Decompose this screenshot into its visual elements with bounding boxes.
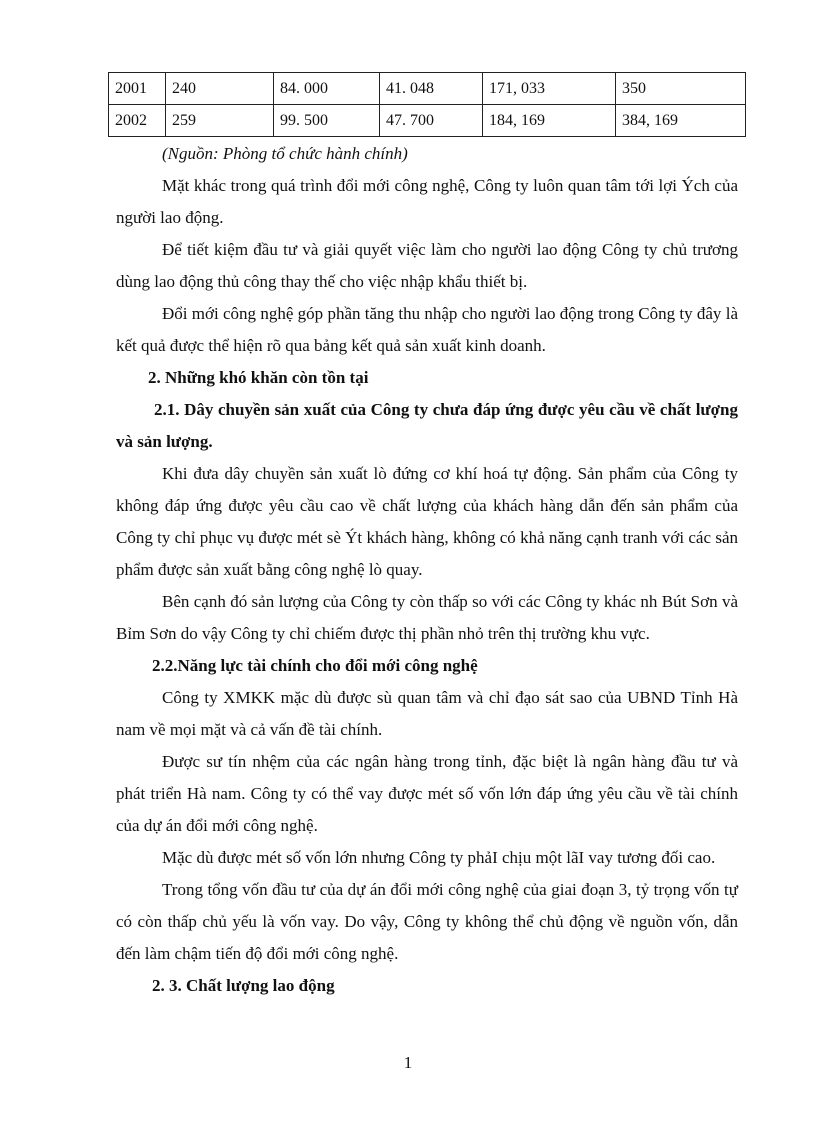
table-row — [109, 73, 746, 105]
table-cell: 240 — [166, 73, 274, 105]
table-cell: 259 — [166, 105, 274, 137]
paragraph: Để tiết kiệm đầu tư và giải quyết việc làm cho người lao động Công ty chủ trương dùng lao động thủ công thay thế cho việc nhập khẩu thiết bị. — [116, 240, 738, 291]
table-source-note: (Nguồn: Phòng tổ chức hành chính) — [162, 144, 408, 163]
paragraph: Đổi mới công nghệ góp phần tăng thu nhập cho người lao động trong Công ty đây là kết quả được thể hiện rõ qua bảng kết quả sản xuất kinh doanh. — [116, 304, 738, 355]
paragraph: Bên cạnh đó sản lượng của Công ty còn thấp so với các Công ty khác nh Bút Sơn và Bỉm Sơn do vậy Công ty chỉ chiếm được thị phần nhỏ trên thị trường khu vực. — [116, 592, 738, 643]
table-cell: 84. 000 — [274, 73, 380, 105]
paragraph: Công ty XMKK mặc dù được sù quan tâm và chỉ đạo sát sao của UBND Tỉnh Hà nam về mọi mặt và cả vấn đề tài chính. — [116, 688, 738, 739]
paragraph: Trong tổng vốn đầu tư của dự án đổi mới công nghệ của giai đoạn 3, tỷ trọng vốn tự có còn thấp chủ yếu là vốn vay. Do vậy, Công ty không thể chủ động về nguồn vốn, dẫn đến làm chậm tiến độ đổi mới công nghệ. — [116, 880, 738, 963]
subsection-heading: 2. 3. Chất lượng lao động — [152, 976, 335, 995]
table-cell: 350 — [616, 73, 746, 105]
table-row — [109, 105, 746, 137]
subsection-heading: 2.1. Dây chuyền sản xuất của Công ty chưa đáp ứng được yêu cầu về chất lượng và sản lượng. — [116, 400, 738, 451]
page-number: 1 — [403, 1053, 413, 1072]
section-heading: 2. Những khó khăn còn tồn tại — [148, 368, 369, 387]
table-cell: 384, 169 — [616, 105, 746, 137]
paragraph: Mặt khác trong quá trình đổi mới công nghệ, Công ty luôn quan tâm tới lợi Ých của người lao động. — [116, 176, 738, 227]
paragraph: Mặc dù được mét số vốn lớn nhưng Công ty phảI chịu một lãI vay tương đối cao. — [162, 848, 716, 867]
table-cell: 184, 169 — [483, 105, 616, 137]
table-cell: 99. 500 — [274, 105, 380, 137]
table-cell: 2001 — [109, 73, 166, 105]
data-table — [108, 72, 746, 137]
table-cell: 47. 700 — [380, 105, 483, 137]
table-cell: 41. 048 — [380, 73, 483, 105]
subsection-heading: 2.2.Năng lực tài chính cho đổi mới công nghệ — [152, 656, 478, 675]
table-cell: 171, 033 — [483, 73, 616, 105]
table-cell: 2002 — [109, 105, 166, 137]
paragraph: Khi đưa dây chuyền sản xuất lò đứng cơ khí hoá tự động. Sản phẩm của Công ty không đáp ứng được yêu cầu cao về chất lượng của khách hàng dẫn đến sản phẩm của Công ty chỉ phục vụ được mét sè Ýt khách hàng, không có khả năng cạnh tranh với các sản phẩm được sản xuất bằng công nghệ lò quay. — [116, 464, 738, 579]
document-body — [116, 170, 738, 1002]
paragraph: Được sư tín nhệm của các ngân hàng trong tỉnh, đặc biệt là ngân hàng đầu tư và phát triển Hà nam. Công ty có thể vay được mét số vốn lớn đáp ứng yêu cầu về tài chính của dự án đổi mới công nghệ. — [116, 752, 738, 835]
